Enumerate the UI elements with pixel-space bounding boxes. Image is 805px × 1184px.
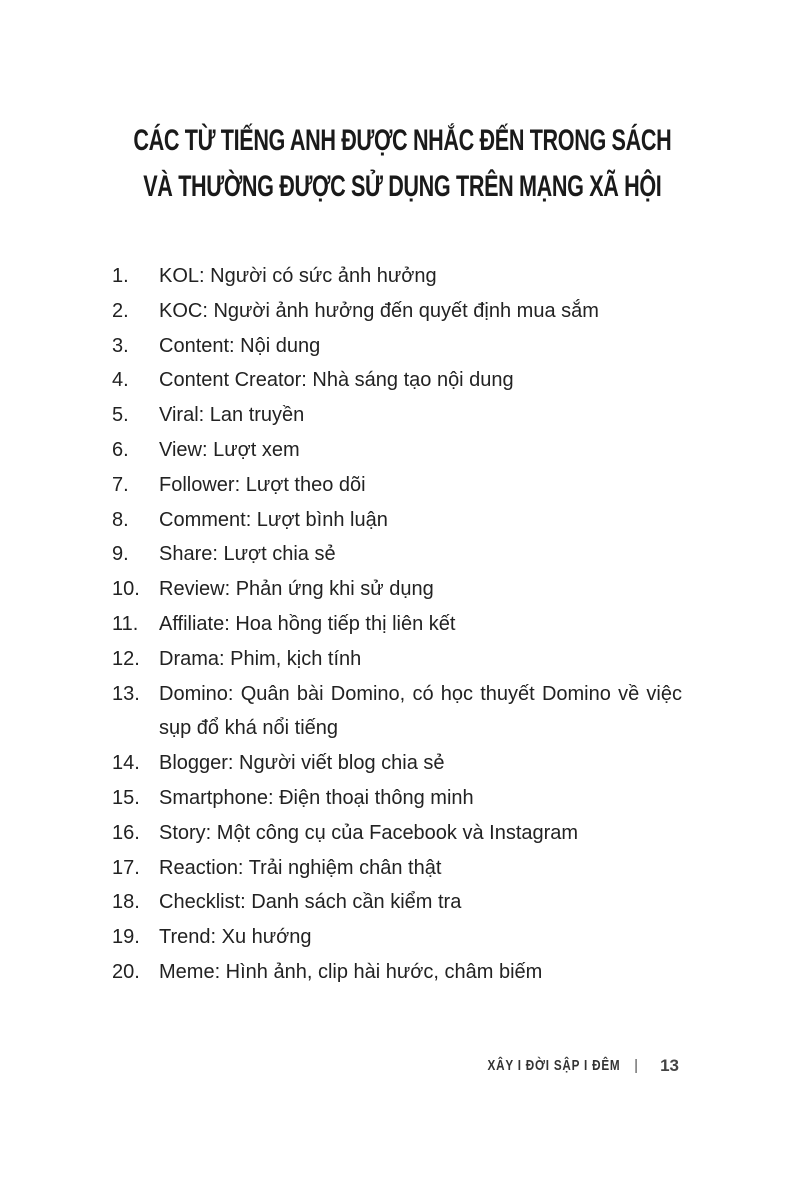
item-number: 18. (112, 891, 140, 914)
item-text: Smartphone: Điện thoại thông minh (159, 786, 474, 809)
item-text: Meme: Hình ảnh, clip hài hước, châm biếm (159, 960, 543, 983)
list-item (112, 677, 682, 747)
item-number: 8. (112, 508, 129, 531)
item-number: 11. (112, 612, 139, 635)
item-text: KOC: Người ảnh hưởng đến quyết định mua sắm (159, 299, 599, 322)
list-item (112, 398, 682, 433)
item-text: Review: Phản ứng khi sử dụng (159, 578, 434, 601)
book-title-running-footer: XÂY I ĐỜI SẬP I ĐÊM (487, 1057, 621, 1074)
page-heading (113, 118, 693, 210)
item-number: 3. (112, 334, 129, 357)
footer-separator: | (634, 1057, 639, 1074)
list-item (112, 433, 682, 468)
item-number: 15. (112, 786, 140, 809)
list-item (112, 851, 682, 886)
item-text: Content Creator: Nhà sáng tạo nội dung (159, 369, 514, 392)
list-item (112, 885, 682, 920)
item-text: Content: Nội dung (159, 334, 321, 357)
page-number: 13 (660, 1056, 679, 1075)
item-number: 1. (112, 265, 129, 287)
item-number: 14. (112, 752, 140, 775)
list-item (112, 642, 682, 677)
item-number: 2. (112, 299, 129, 322)
list-item (112, 607, 682, 642)
item-number: 19. (112, 926, 140, 949)
item-number: 9. (112, 543, 129, 566)
item-text: Domino: Quân bài Domino, có học thuyết Domino về việc sụp đổ khá nổi tiếng (159, 682, 682, 740)
item-text: Story: Một công cụ của Facebook và Instagram (159, 821, 579, 844)
item-text: Trend: Xu hướng (159, 926, 312, 949)
item-number: 6. (112, 438, 129, 461)
list-item (112, 920, 682, 955)
list-item (112, 329, 682, 364)
page-footer (450, 1054, 679, 1078)
item-text: Blogger: Người viết blog chia sẻ (159, 752, 445, 775)
item-number: 17. (112, 856, 140, 879)
terms-list (112, 259, 682, 990)
item-text: Affiliate: Hoa hồng tiếp thị liên kết (159, 612, 456, 635)
item-text: Share: Lượt chia sẻ (159, 543, 336, 566)
list-item (112, 955, 682, 990)
item-number: 16. (112, 821, 140, 844)
item-text: Comment: Lượt bình luận (159, 508, 388, 531)
item-number: 7. (112, 473, 129, 496)
list-item (112, 294, 682, 329)
item-text: Reaction: Trải nghiệm chân thật (159, 856, 442, 879)
item-number: 13. (112, 682, 140, 705)
item-number: 10. (112, 578, 140, 601)
list-item (112, 816, 682, 851)
list-item (112, 259, 682, 294)
list-item (112, 781, 682, 816)
item-number: 4. (112, 369, 129, 392)
list-item (112, 572, 682, 607)
item-text: Viral: Lan truyền (159, 404, 305, 427)
heading-line-1: CÁC TỪ TIẾNG ANH ĐƯỢC NHẮC ĐẾN TRONG SÁCH (133, 124, 672, 157)
item-text: KOL: Người có sức ảnh hưởng (159, 265, 437, 287)
list-item (112, 468, 682, 503)
item-number: 5. (112, 404, 129, 427)
item-number: 12. (112, 647, 140, 670)
list-item (112, 363, 682, 398)
list-item (112, 503, 682, 538)
item-text: Follower: Lượt theo dõi (159, 473, 366, 496)
heading-line-2: VÀ THƯỜNG ĐƯỢC SỬ DỤNG TRÊN MẠNG XÃ HỘI (143, 170, 662, 203)
item-text: View: Lượt xem (159, 438, 300, 461)
list-item (112, 537, 682, 572)
item-text: Drama: Phim, kịch tính (159, 647, 362, 670)
item-text: Checklist: Danh sách cần kiểm tra (159, 891, 462, 914)
item-number: 20. (112, 960, 140, 983)
list-item (112, 746, 682, 781)
